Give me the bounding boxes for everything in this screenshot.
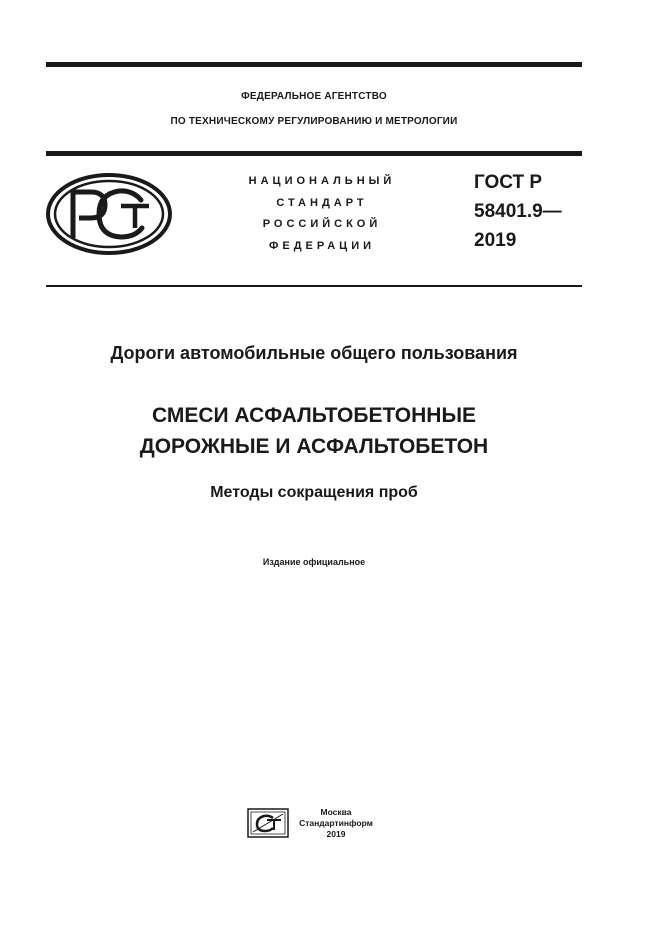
designation-line1: ГОСТ Р (474, 172, 543, 193)
publisher-name: Стандартинформ (299, 818, 373, 828)
designation-line3: 2019 (474, 230, 517, 251)
standard-designation (474, 168, 562, 255)
standard-type-line1: НАЦИОНАЛЬНЫЙ (248, 175, 396, 187)
title-line1: СМЕСИ АСФАЛЬТОБЕТОННЫЕ (151, 404, 477, 427)
publisher-city: Москва (320, 807, 352, 817)
rst-certification-mark-icon (45, 172, 173, 256)
publisher-year: 2019 (326, 829, 346, 839)
standard-type-line4: ФЕДЕРАЦИИ (268, 239, 376, 252)
national-standard-label (222, 171, 422, 257)
document-subtitle: Дороги автомобильные общего пользования (110, 343, 518, 363)
designation-line2: 58401.9— (474, 201, 562, 222)
document-methods: Методы сокращения проб (210, 484, 418, 501)
standard-type-line2: СТАНДАРТ (276, 196, 368, 209)
title-line2: ДОРОЖНЫЕ И АСФАЛЬТОБЕТОН (139, 435, 489, 458)
document-title (46, 400, 582, 462)
edition-label: Издание официальное (262, 557, 366, 567)
section-rule (46, 285, 582, 287)
publisher-info (296, 807, 376, 840)
header-rule (46, 151, 582, 156)
standartinform-logo-icon (247, 808, 289, 838)
top-rule (46, 62, 582, 67)
agency-name-line1: ФЕДЕРАЛЬНОЕ АГЕНТСТВО (241, 91, 387, 102)
standard-type-line3: РОССИЙСКОЙ (262, 218, 382, 230)
agency-name-line2: ПО ТЕХНИЧЕСКОМУ РЕГУЛИРОВАНИЮ И МЕТРОЛОГИИ (170, 116, 458, 127)
